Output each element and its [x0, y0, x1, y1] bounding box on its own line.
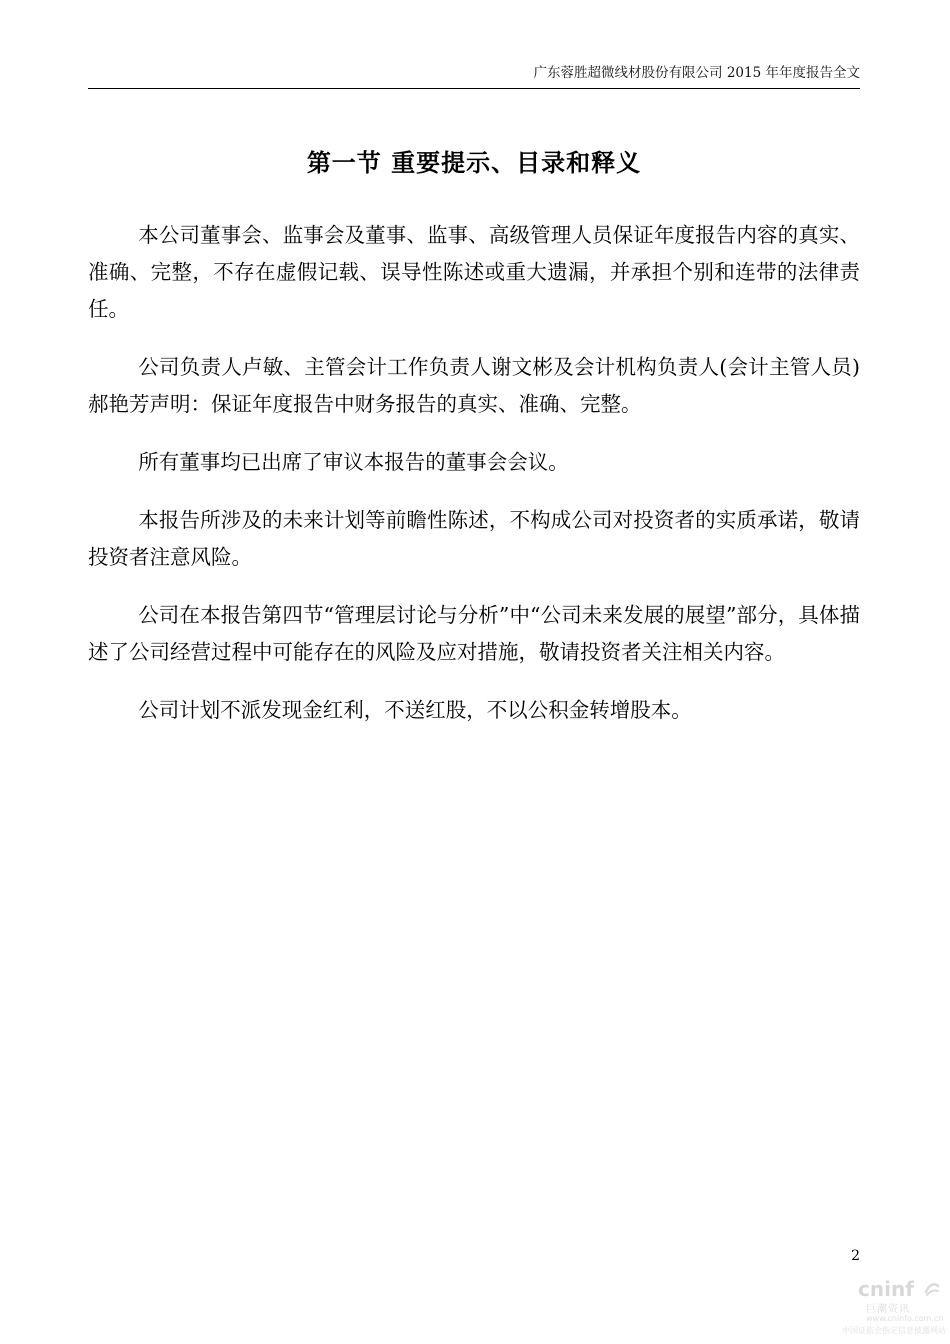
paragraph-responsible-persons: 公司负责人卢敏、主管会计工作负责人谢文彬及会计机构负责人(会计主管人员)郝艳芳声明：保证年度报告中财务报告的真实、准确、完整。 [88, 355, 860, 416]
page-number: 2 [851, 1248, 860, 1264]
paragraph-forward-looking: 本报告所涉及的未来计划等前瞻性陈述，不构成公司对投资者的实质承诺，敬请投资者注意风险。 [88, 508, 860, 569]
watermark-subtitle: 巨潮资讯 [866, 1304, 910, 1315]
paragraph-dividend-plan: 公司计划不派发现金红利，不送红股，不以公积金转增股本。 [138, 698, 692, 722]
running-header: 广东蓉胜超微线材股份有限公司 2015 年年度报告全文 [533, 65, 860, 81]
watermark-org: 中国证监会指定信息披露网站 [842, 1326, 946, 1335]
paragraph-board-guarantee: 本公司董事会、监事会及董事、监事、高级管理人员保证年度报告内容的真实、准确、完整，不存在虚假记载、误导性陈述或重大遗漏，并承担个别和连带的法律责任。 [88, 223, 860, 321]
section-title: 第一节 重要提示、目录和释义 [306, 148, 642, 177]
swoosh-icon [924, 1281, 940, 1297]
body-text [88, 217, 860, 750]
watermark-logo-text: cninf [858, 1277, 914, 1301]
paragraph-risk-description: 公司在本报告第四节“管理层讨论与分析”中“公司未来发展的展望”部分，具体描述了公司经营过程中可能存在的风险及应对措施，敬请投资者关注相关内容。 [88, 603, 860, 664]
cninfo-watermark [836, 1277, 946, 1341]
watermark-url: www.cninfo.com.cn [866, 1314, 944, 1323]
paragraph-directors-attendance: 所有董事均已出席了审议本报告的董事会会议。 [138, 450, 569, 474]
header-rule [88, 88, 860, 89]
